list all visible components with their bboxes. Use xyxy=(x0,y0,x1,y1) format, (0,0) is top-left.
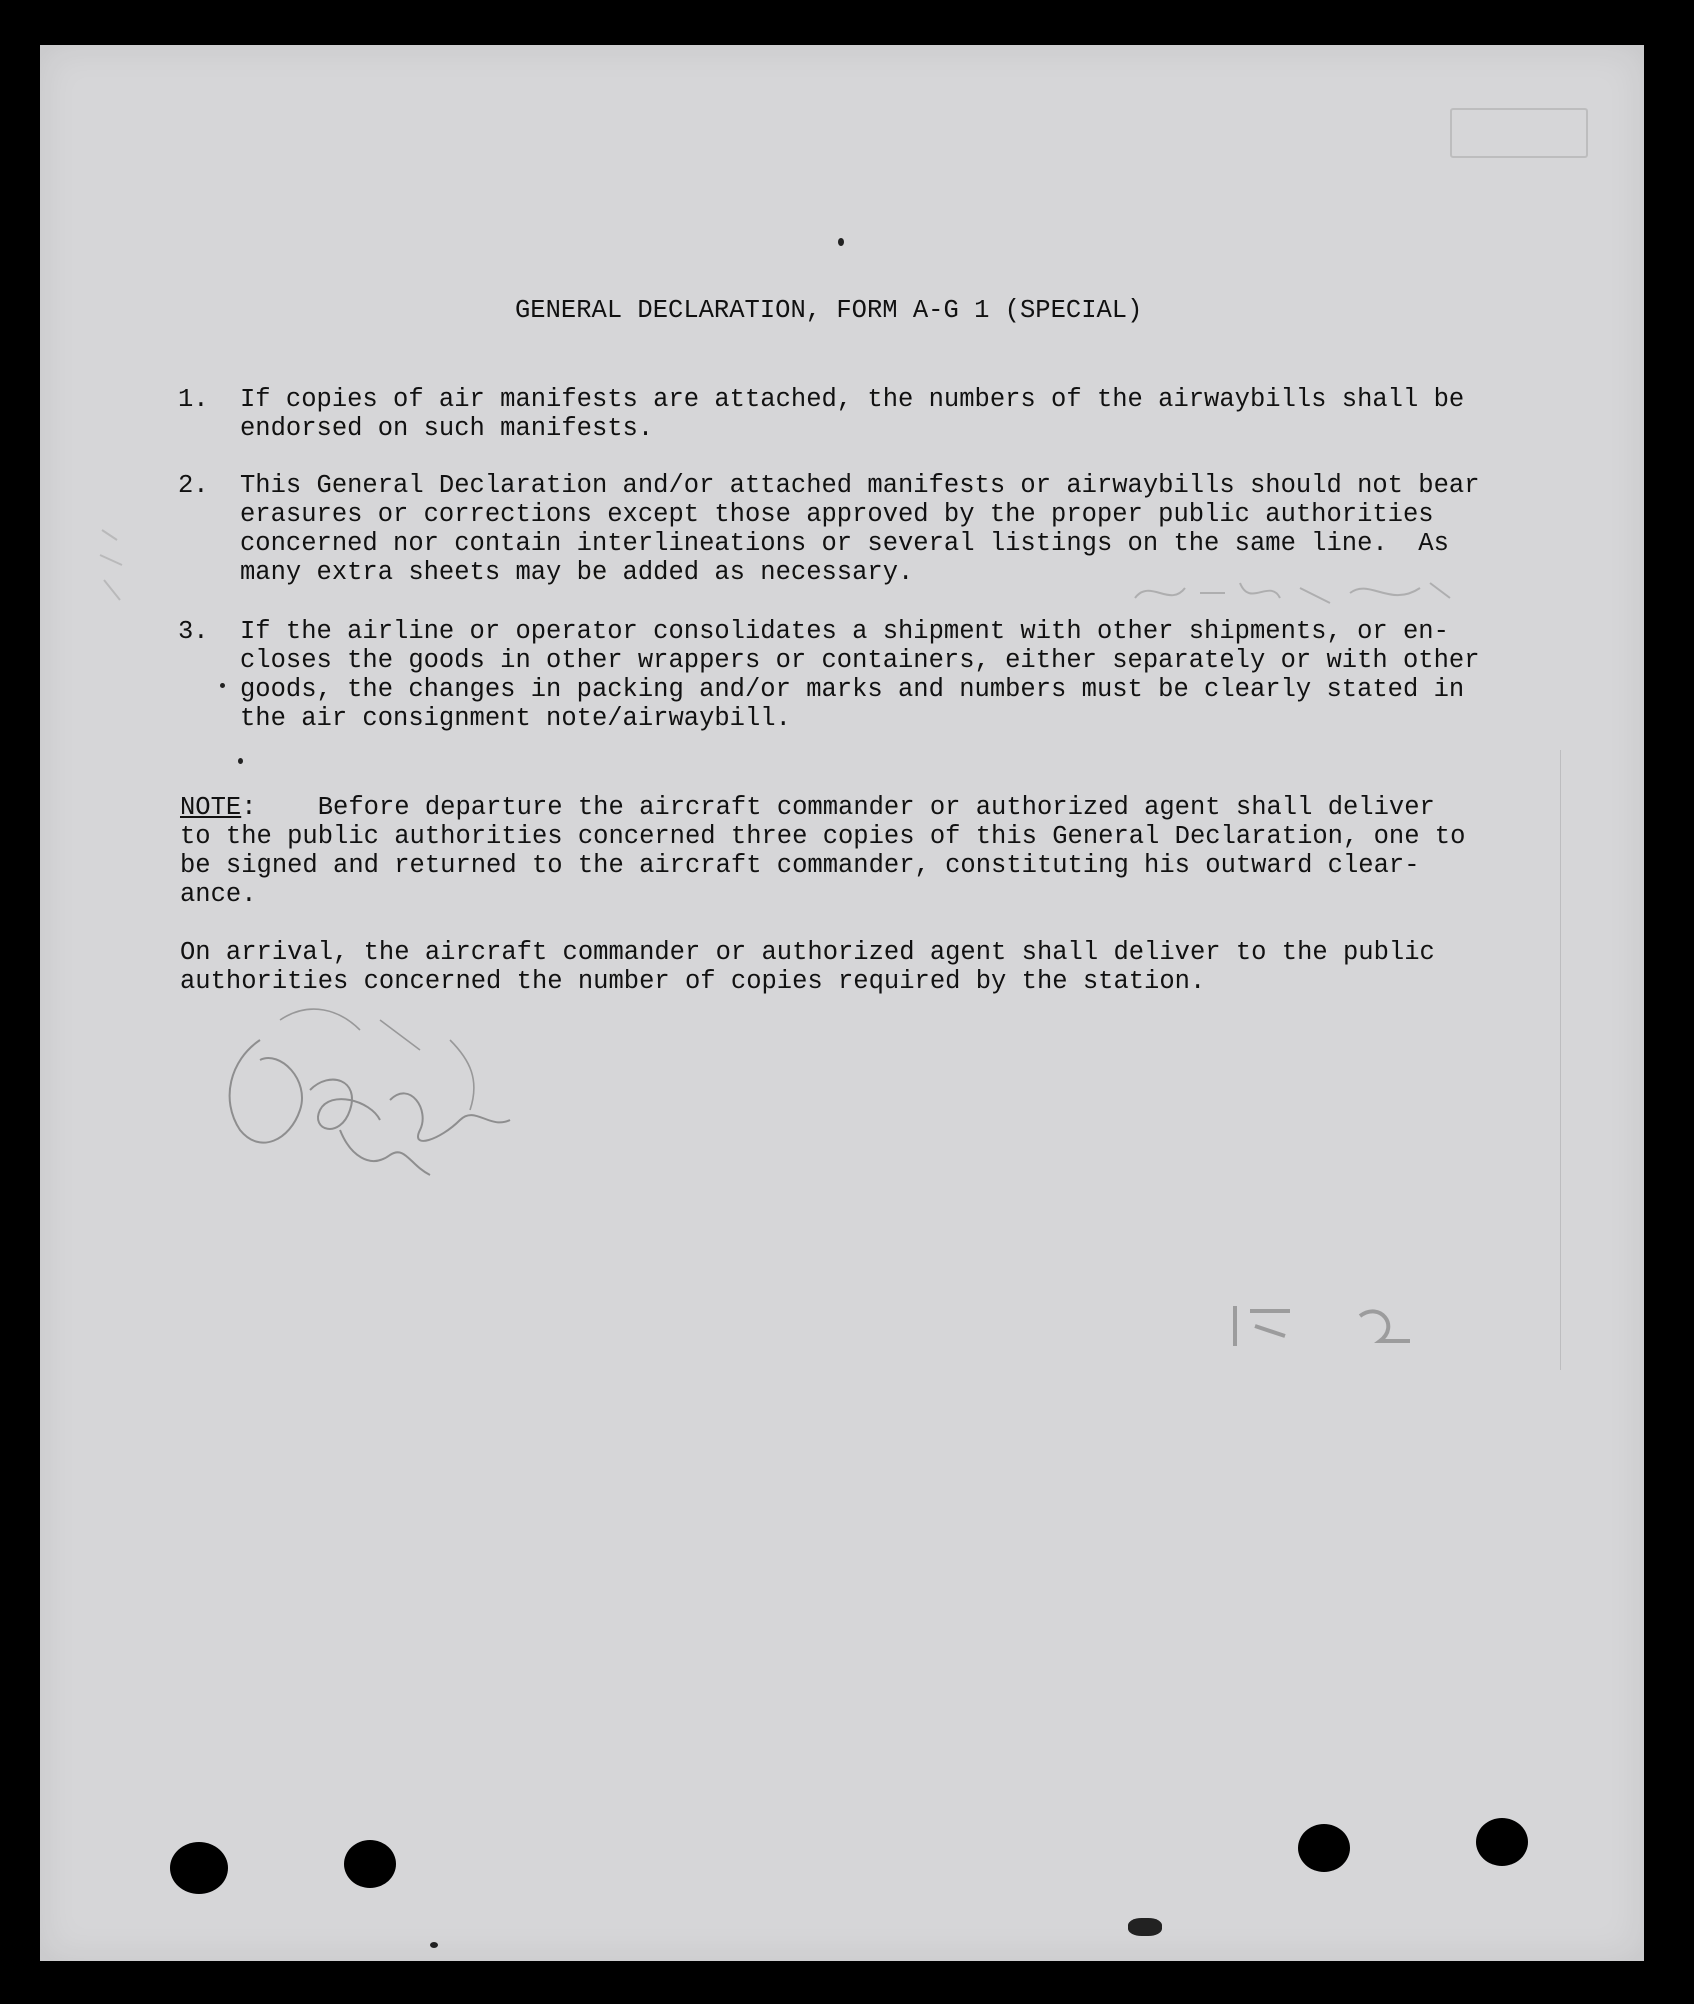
faint-handwriting xyxy=(1130,568,1460,618)
dust-speck xyxy=(1128,1918,1162,1936)
arrival-line: On arrival, the aircraft commander or authorized agent shall deliver to the public xyxy=(180,938,1435,967)
dust-speck xyxy=(838,238,844,246)
punch-hole xyxy=(344,1840,396,1888)
note-paragraph xyxy=(180,793,1465,909)
item-line: concerned nor contain interlineations or several listings on the same line. As xyxy=(240,529,1449,558)
punch-hole xyxy=(170,1842,228,1894)
note-line: to the public authorities concerned three copies of this General Declaration, one to xyxy=(180,822,1466,851)
handwritten-signature xyxy=(220,980,580,1210)
note-colon: : xyxy=(241,793,257,822)
dust-speck xyxy=(430,1942,438,1948)
faint-page-mark xyxy=(1230,1296,1460,1356)
note-line: be signed and returned to the aircraft commander, constituting his outward clear- xyxy=(180,851,1420,880)
dust-speck xyxy=(238,758,243,764)
punch-hole xyxy=(1476,1818,1528,1866)
note-first-line xyxy=(180,793,1465,822)
note-line: ance. xyxy=(180,880,257,909)
item-line: goods, the changes in packing and/or marks and numbers must be clearly stated in xyxy=(240,675,1465,704)
item-text xyxy=(240,385,1464,443)
note-line: Before departure the aircraft commander or authorized agent shall deliver xyxy=(256,793,1435,822)
item-line: endorsed on such manifests. xyxy=(240,414,654,443)
faint-vertical-line xyxy=(1560,750,1561,1370)
item-line: erasures or corrections except those approved by the proper public authorities xyxy=(240,500,1434,529)
document-title: GENERAL DECLARATION, FORM A-G 1 (SPECIAL) xyxy=(515,296,1143,325)
item-text xyxy=(240,617,1480,733)
note-label: NOTE xyxy=(180,793,242,822)
punch-hole xyxy=(1298,1824,1350,1872)
corner-stamp xyxy=(1450,108,1588,158)
item-line: many extra sheets may be added as necessary. xyxy=(240,558,914,587)
item-line: This General Declaration and/or attached manifests or airwaybills should not bear xyxy=(240,471,1480,500)
item-line: If copies of air manifests are attached, the numbers of the airwaybills shall be xyxy=(240,385,1465,414)
item-line: the air consignment note/airwaybill. xyxy=(240,704,791,733)
item-line: closes the goods in other wrappers or containers, either separately or with other xyxy=(240,646,1480,675)
faint-side-mark xyxy=(92,520,132,610)
item-number: 2. xyxy=(178,471,209,500)
item-number: 3. xyxy=(178,617,209,646)
item-number: 1. xyxy=(178,385,209,414)
item-line: If the airline or operator consolidates a shipment with other shipments, or en- xyxy=(240,617,1449,646)
arrival-line: authorities concerned the number of copies required by the station. xyxy=(180,967,1206,996)
dust-speck xyxy=(220,683,225,688)
